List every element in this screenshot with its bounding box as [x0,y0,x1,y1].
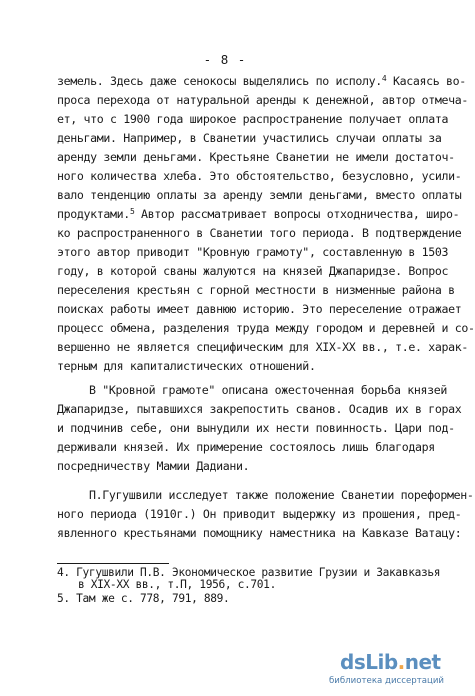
footnote-continuation: в XIX-XX вв., т.П, 1956, с.701. [78,578,276,591]
text-line: аренду земли деньгами. Крестьяне Сванетии не имели достаточ- [57,150,455,164]
text-line: В "Кровной грамоте" описана ожесточенная борьба князей [89,383,448,397]
text-line: году, в которой сваны жалуются на князей Джапаридзе. Вопрос [57,264,449,278]
text-line: явленного крестьянами помощнику наместника на Кавказе Ватацу: [57,526,462,540]
footnote-divider [57,563,169,564]
text-line: ко распространенного в Сванетии того периода. В подтверждение [57,226,462,240]
footnote: 5. Там же с. 778, 791, 889. [57,592,230,605]
footnote: 4. Гугушвили П.В. Экономическое развитие Грузии и Закавказья [57,566,441,579]
text-line: продуктами.$^5$ Автор рассматривает вопросы отходничества, широ- [57,207,460,221]
text-line: ного периода (1910г.) Он приводит выдержку из прошения, пред- [57,507,462,521]
text-line: процесс обмена, разделения труда между городом и деревней и со- [57,321,475,335]
footnote-marker: 5 [129,207,135,216]
text-line: вало тенденцию оплаты за аренду земли деньгами, вместо оплаты [57,188,462,202]
text-line: вершенно не является специфическим для XIX-XX вв., т.е. харак- [57,340,469,354]
text-line: ет, что с 1900 года широкое распространение получает оплата [57,112,449,126]
text-line: и подчинив себе, они вынудили их нести повинность. Цари под- [57,421,455,435]
dslib-logo: dsLib.net [340,650,441,674]
text-line: Джапаридзе, пытавшихся закрепостить сванов. Осадив их в горах [57,402,462,416]
text-line: посредничеству Мамии Дадиани. [57,459,250,473]
text-line: П.Гугушвили исследует также положение Сванетии пореформен- [89,488,474,502]
text-line: держивали князей. Их примерение состоялось лишь благодаря [57,440,435,454]
text-line: ного количества хлеба. Это обстоятельство, безусловно, усили- [57,169,462,183]
page-number: - 8 - [203,52,247,67]
watermark-caption: библиотека диссертаций [329,676,445,686]
text-line: терным для капиталистических отношений. [57,359,316,373]
text-line: этого автор приводит "Кровную грамоту", составленную в 1503 [57,245,449,259]
text-line: деньгами. Например, в Сванетии участились случаи оплаты за [57,131,442,145]
text-line: проса перехода от натуральной аренды к денежной, автор отмеча- [57,93,469,107]
text-line: поисках работы имеет давнюю историю. Это переселение отражает [57,302,462,316]
footnote-marker: 4 [381,74,387,83]
text-line: переселения крестьян с горной местности в низменные района в [57,283,455,297]
text-line: земель. Здесь даже сенокосы выделялись по исполу.$^4$ Касаясь во- [57,74,466,88]
